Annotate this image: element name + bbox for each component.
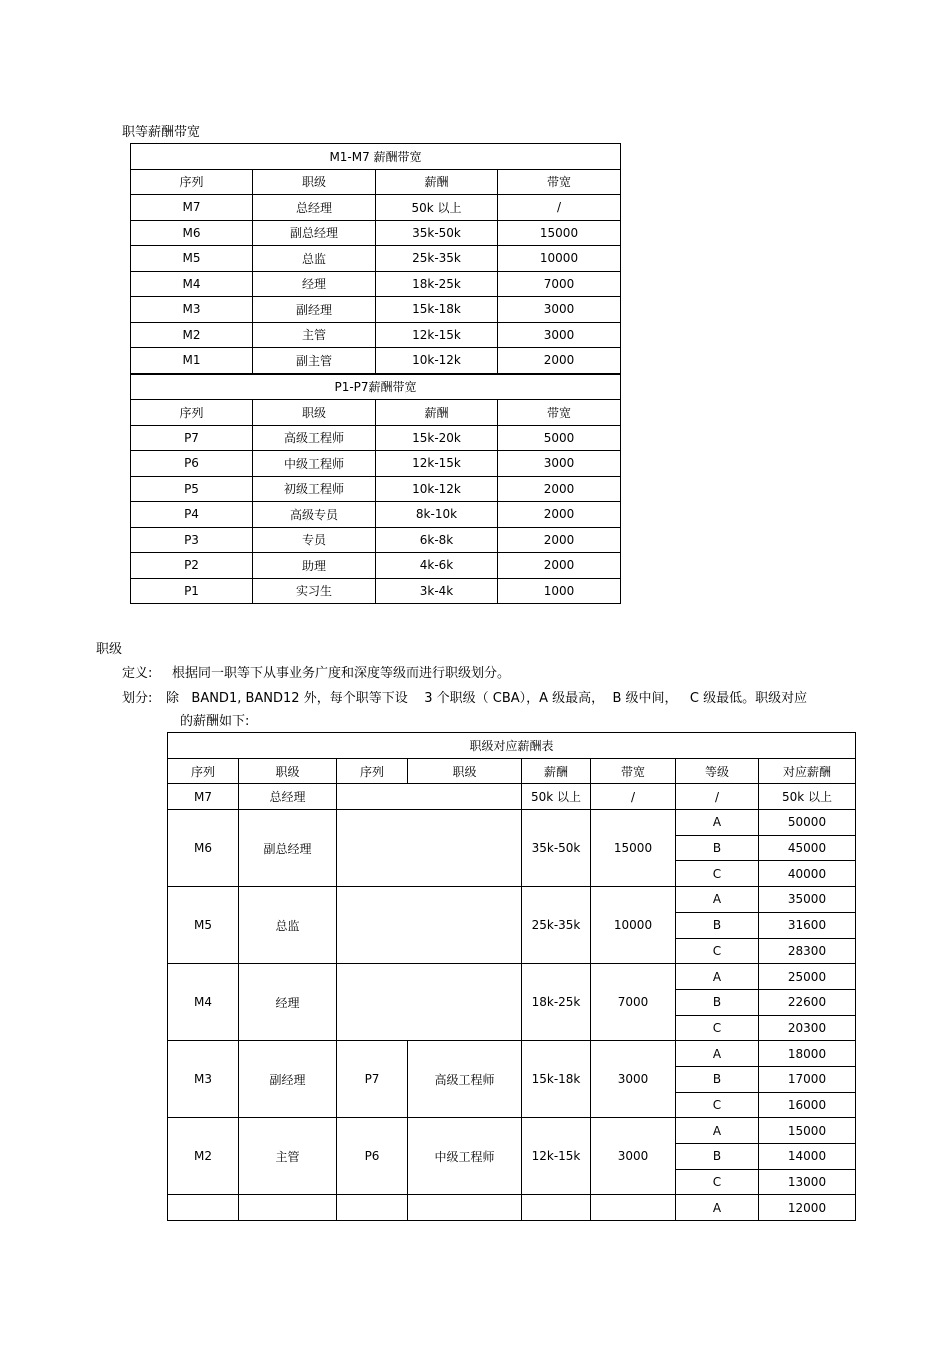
cell-band: 2000 [498, 502, 621, 528]
cell-salary [522, 1195, 591, 1221]
cell-m-rank: 主管 [239, 1118, 337, 1195]
cell-salary: 15k-20k [376, 425, 498, 451]
cell-seq: M6 [131, 220, 253, 246]
cell-rank: 专员 [253, 527, 376, 553]
cell-salary: 12k-15k [522, 1118, 591, 1195]
cell-salary: 50k 以上 [376, 195, 498, 221]
cell-rank: 高级专员 [253, 502, 376, 528]
table-row [131, 271, 621, 297]
cell-rank: 高级工程师 [253, 425, 376, 451]
table-row [168, 1118, 856, 1144]
cell-grade: C [676, 1092, 759, 1118]
cell-m-rank: 经理 [239, 964, 337, 1041]
table2-title: 职级对应薪酬表 [168, 733, 856, 759]
cell-band: 15000 [591, 810, 676, 887]
table-row [131, 425, 621, 451]
cell-band: 10000 [498, 246, 621, 272]
cell-salary: 25k-35k [522, 887, 591, 964]
cell-seq: P4 [131, 502, 253, 528]
header-p-rank: 职级 [408, 758, 522, 784]
cell-grade-salary: 12000 [759, 1195, 856, 1221]
table-row [131, 502, 621, 528]
cell-rank: 副经理 [253, 297, 376, 323]
cell-grade: B [676, 835, 759, 861]
cell-salary: 15k-18k [376, 297, 498, 323]
cell-salary: 35k-50k [376, 220, 498, 246]
table-row [131, 451, 621, 477]
cell-seq: M7 [131, 195, 253, 221]
cell-m-seq: M6 [168, 810, 239, 887]
table-row [131, 476, 621, 502]
cell-p-seq: P6 [337, 1118, 408, 1195]
cell-band: 2000 [498, 527, 621, 553]
header-m-rank: 职级 [239, 758, 337, 784]
header-rank: 职级 [253, 169, 376, 195]
table-row [131, 220, 621, 246]
cell-band: 3000 [591, 1118, 676, 1195]
cell-m-seq [168, 1195, 239, 1221]
cell-band: 1000 [498, 578, 621, 604]
table-row [168, 964, 856, 990]
cell-grade: B [676, 1144, 759, 1170]
header-seq: 序列 [131, 400, 253, 426]
cell-grade: / [676, 784, 759, 810]
table-row [131, 322, 621, 348]
cell-grade: B [676, 989, 759, 1015]
m-band-table-title: M1-M7 薪酬带宽 [131, 144, 621, 170]
division-text-line2: 的薪酬如下: [180, 714, 250, 729]
cell-p-rank: 中级工程师 [408, 1118, 522, 1195]
cell-grade: A [676, 1041, 759, 1067]
cell-band: / [591, 784, 676, 810]
cell-grade-salary: 16000 [759, 1092, 856, 1118]
cell-p-rank [408, 1195, 522, 1221]
table-row [168, 1041, 856, 1067]
definition-label: 定义: [122, 666, 153, 681]
cell-salary: 18k-25k [522, 964, 591, 1041]
m-band-title-row [131, 144, 621, 170]
band-salary-table [130, 143, 621, 604]
cell-grade-salary: 18000 [759, 1041, 856, 1067]
cell-band: 3000 [591, 1041, 676, 1118]
cell-grade: A [676, 964, 759, 990]
cell-grade-salary: 40000 [759, 861, 856, 887]
cell-grade: A [676, 810, 759, 836]
cell-salary: 10k-12k [376, 476, 498, 502]
cell-grade: C [676, 1015, 759, 1041]
cell-band: 5000 [498, 425, 621, 451]
section-title-band: 职等薪酬带宽 [122, 125, 201, 140]
cell-grade: A [676, 887, 759, 913]
cell-seq: P1 [131, 578, 253, 604]
table-row [131, 553, 621, 579]
cell-p-seq [337, 1195, 408, 1221]
p-band-header-row [131, 400, 621, 426]
section-title-rank: 职级 [96, 642, 123, 657]
cell-grade: C [676, 938, 759, 964]
header-grade-salary: 对应薪酬 [759, 758, 856, 784]
cell-grade-salary: 45000 [759, 835, 856, 861]
cell-rank: 助理 [253, 553, 376, 579]
p-band-title-row [131, 374, 621, 400]
table-row [131, 348, 621, 374]
cell-salary: 4k-6k [376, 553, 498, 579]
table-row [168, 784, 856, 810]
cell-m-rank [239, 1195, 337, 1221]
header-band: 带宽 [498, 169, 621, 195]
cell-grade-salary: 31600 [759, 912, 856, 938]
table-row [131, 195, 621, 221]
cell-p-seq-empty [337, 784, 522, 810]
header-grade: 等级 [676, 758, 759, 784]
cell-band: 3000 [498, 451, 621, 477]
p-band-table-title: P1-P7薪酬带宽 [131, 374, 621, 400]
header-m-seq: 序列 [168, 758, 239, 784]
division-text-line1: 除 BAND1, BAND12 外，每个职等下设 3 个职级（ CBA），A 级最高， B 级中间， C 级最低。职级对应 [166, 691, 808, 706]
table-row [131, 527, 621, 553]
cell-grade-salary: 17000 [759, 1066, 856, 1092]
cell-band [591, 1195, 676, 1221]
cell-seq: P7 [131, 425, 253, 451]
cell-grade: A [676, 1195, 759, 1221]
cell-salary: 10k-12k [376, 348, 498, 374]
header-salary: 薪酬 [522, 758, 591, 784]
cell-salary: 3k-4k [376, 578, 498, 604]
cell-salary: 12k-15k [376, 451, 498, 477]
cell-salary: 25k-35k [376, 246, 498, 272]
cell-seq: P3 [131, 527, 253, 553]
header-band: 带宽 [498, 400, 621, 426]
cell-band: 2000 [498, 553, 621, 579]
header-salary: 薪酬 [376, 400, 498, 426]
table-row [168, 887, 856, 913]
cell-band: 3000 [498, 297, 621, 323]
cell-grade-salary: 20300 [759, 1015, 856, 1041]
header-salary: 薪酬 [376, 169, 498, 195]
cell-band: 7000 [498, 271, 621, 297]
cell-grade: C [676, 1169, 759, 1195]
table-row [168, 810, 856, 836]
cell-grade-salary: 25000 [759, 964, 856, 990]
cell-rank: 主管 [253, 322, 376, 348]
cell-band: 10000 [591, 887, 676, 964]
cell-grade-salary: 28300 [759, 938, 856, 964]
cell-grade: A [676, 1118, 759, 1144]
cell-seq: M5 [131, 246, 253, 272]
cell-grade-salary: 35000 [759, 887, 856, 913]
cell-salary: 35k-50k [522, 810, 591, 887]
cell-seq: P2 [131, 553, 253, 579]
cell-p-empty [337, 964, 522, 1041]
cell-m-rank: 副总经理 [239, 810, 337, 887]
cell-grade: B [676, 1066, 759, 1092]
table-row [131, 246, 621, 272]
cell-salary: 18k-25k [376, 271, 498, 297]
cell-seq: M4 [131, 271, 253, 297]
cell-band: 2000 [498, 348, 621, 374]
cell-seq: P5 [131, 476, 253, 502]
m-band-header-row [131, 169, 621, 195]
cell-grade-salary: 50k 以上 [759, 784, 856, 810]
cell-m-rank: 总经理 [239, 784, 337, 810]
cell-p-empty [337, 887, 522, 964]
cell-salary: 12k-15k [376, 322, 498, 348]
rank-salary-table [167, 732, 856, 1221]
table2-header-row [168, 758, 856, 784]
cell-rank: 初级工程师 [253, 476, 376, 502]
cell-band: 3000 [498, 322, 621, 348]
cell-p-seq: P7 [337, 1041, 408, 1118]
cell-m-seq: M4 [168, 964, 239, 1041]
cell-m-seq: M2 [168, 1118, 239, 1195]
cell-salary: 50k 以上 [522, 784, 591, 810]
cell-m-rank: 副经理 [239, 1041, 337, 1118]
cell-band: 2000 [498, 476, 621, 502]
cell-m-seq: M7 [168, 784, 239, 810]
cell-rank: 实习生 [253, 578, 376, 604]
cell-grade-salary: 15000 [759, 1118, 856, 1144]
cell-seq: M2 [131, 322, 253, 348]
cell-rank: 总监 [253, 246, 376, 272]
cell-m-seq: M3 [168, 1041, 239, 1118]
division-label: 划分: [122, 691, 153, 706]
cell-rank: 经理 [253, 271, 376, 297]
header-band: 带宽 [591, 758, 676, 784]
cell-grade: C [676, 861, 759, 887]
cell-seq: M3 [131, 297, 253, 323]
cell-rank: 副主管 [253, 348, 376, 374]
header-seq: 序列 [131, 169, 253, 195]
cell-band: / [498, 195, 621, 221]
cell-salary: 6k-8k [376, 527, 498, 553]
cell-p-rank: 高级工程师 [408, 1041, 522, 1118]
table-row [131, 297, 621, 323]
cell-rank: 总经理 [253, 195, 376, 221]
cell-m-rank: 总监 [239, 887, 337, 964]
cell-grade-salary: 13000 [759, 1169, 856, 1195]
table-row [168, 1195, 856, 1221]
cell-m-seq: M5 [168, 887, 239, 964]
cell-rank: 副总经理 [253, 220, 376, 246]
cell-p-empty [337, 810, 522, 887]
cell-band: 7000 [591, 964, 676, 1041]
definition-text: 根据同一职等下从事业务广度和深度等级而进行职级划分。 [172, 666, 511, 681]
cell-grade-salary: 22600 [759, 989, 856, 1015]
cell-salary: 8k-10k [376, 502, 498, 528]
table2-title-row [168, 733, 856, 759]
table-row [131, 578, 621, 604]
cell-rank: 中级工程师 [253, 451, 376, 477]
cell-grade-salary: 14000 [759, 1144, 856, 1170]
cell-seq: P6 [131, 451, 253, 477]
header-p-seq: 序列 [337, 758, 408, 784]
cell-salary: 15k-18k [522, 1041, 591, 1118]
cell-grade-salary: 50000 [759, 810, 856, 836]
cell-seq: M1 [131, 348, 253, 374]
cell-band: 15000 [498, 220, 621, 246]
header-rank: 职级 [253, 400, 376, 426]
cell-grade: B [676, 912, 759, 938]
